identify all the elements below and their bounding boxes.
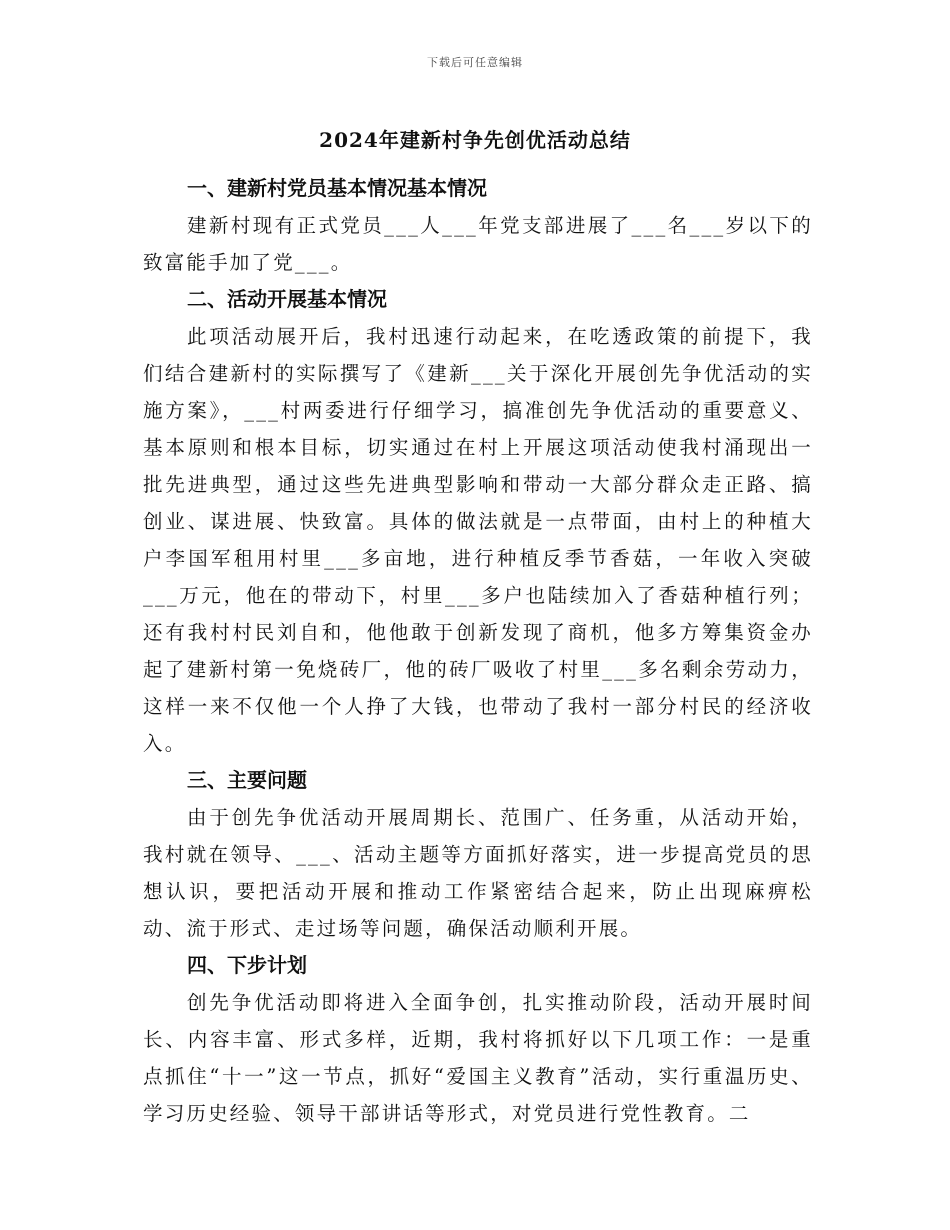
- section-paragraph-2: 此项活动展开后，我村迅速行动起来，在吃透政策的前提下，我们结合建新村的实际撰写了《建新___关于深化开展创先争优活动的实施方案》，___村两委进行仔细学习，搞准创先争优活动的重要意义、基本原则和根本目标，切实通过在村上开展这项活动使我村涌现出一批先进典型，通过这些先进典型影响和带动一大部分群众走正路、搞创业、谋进展、快致富。具体的做法就是一点带面，由村上的种植大户李国军租用村里___多亩地，进行种植反季节香菇，一年收入突破___万元，他在的带动下，村里___多户也陆续加入了香菇种植行列；还有我村村民刘自和，他他敢于创新发现了商机，他多方筹集资金办起了建新村第一免烧砖厂，他的砖厂吸收了村里___多名剩余劳动力，这样一来不仅他一个人挣了大钱，也带动了我村一部分村民的经济收入。: [143, 325, 813, 755]
- section-heading-2: 二、活动开展基本情况: [187, 287, 387, 311]
- section-heading-1: 一、建新村党员基本情况基本情况: [187, 176, 487, 200]
- document-body: [143, 170, 813, 1132]
- header-note: 下载后可任意编辑: [427, 56, 523, 69]
- section-paragraph-3: 由于创先争优活动开展周期长、范围广、任务重，从活动开始，我村就在领导、___、活动主题等方面抓好落实，进一步提高党员的思想认识，要把活动开展和推动工作紧密结合起来，防止出现麻痹松动、流于形式、走过场等问题，确保活动顺利开展。: [143, 806, 813, 940]
- section-paragraph-4: 创先争优活动即将进入全面争创，扎实推动阶段，活动开展时间长、内容丰富、形式多样，近期，我村将抓好以下几项工作：一是重点抓住“十一”这一节点，抓好“爱国主义教育”活动，实行重温历史、学习历史经验、领导干部讲话等形式，对党员进行党性教育。二: [143, 991, 813, 1125]
- section-heading-3: 三、主要问题: [187, 768, 307, 792]
- section-paragraph-1: 建新村现有正式党员___人___年党支部进展了___名___岁以下的致富能手加了党___。: [143, 214, 813, 274]
- document-title: 2024年建新村争先创优活动总结: [319, 128, 631, 152]
- section-heading-4: 四、下步计划: [187, 953, 307, 977]
